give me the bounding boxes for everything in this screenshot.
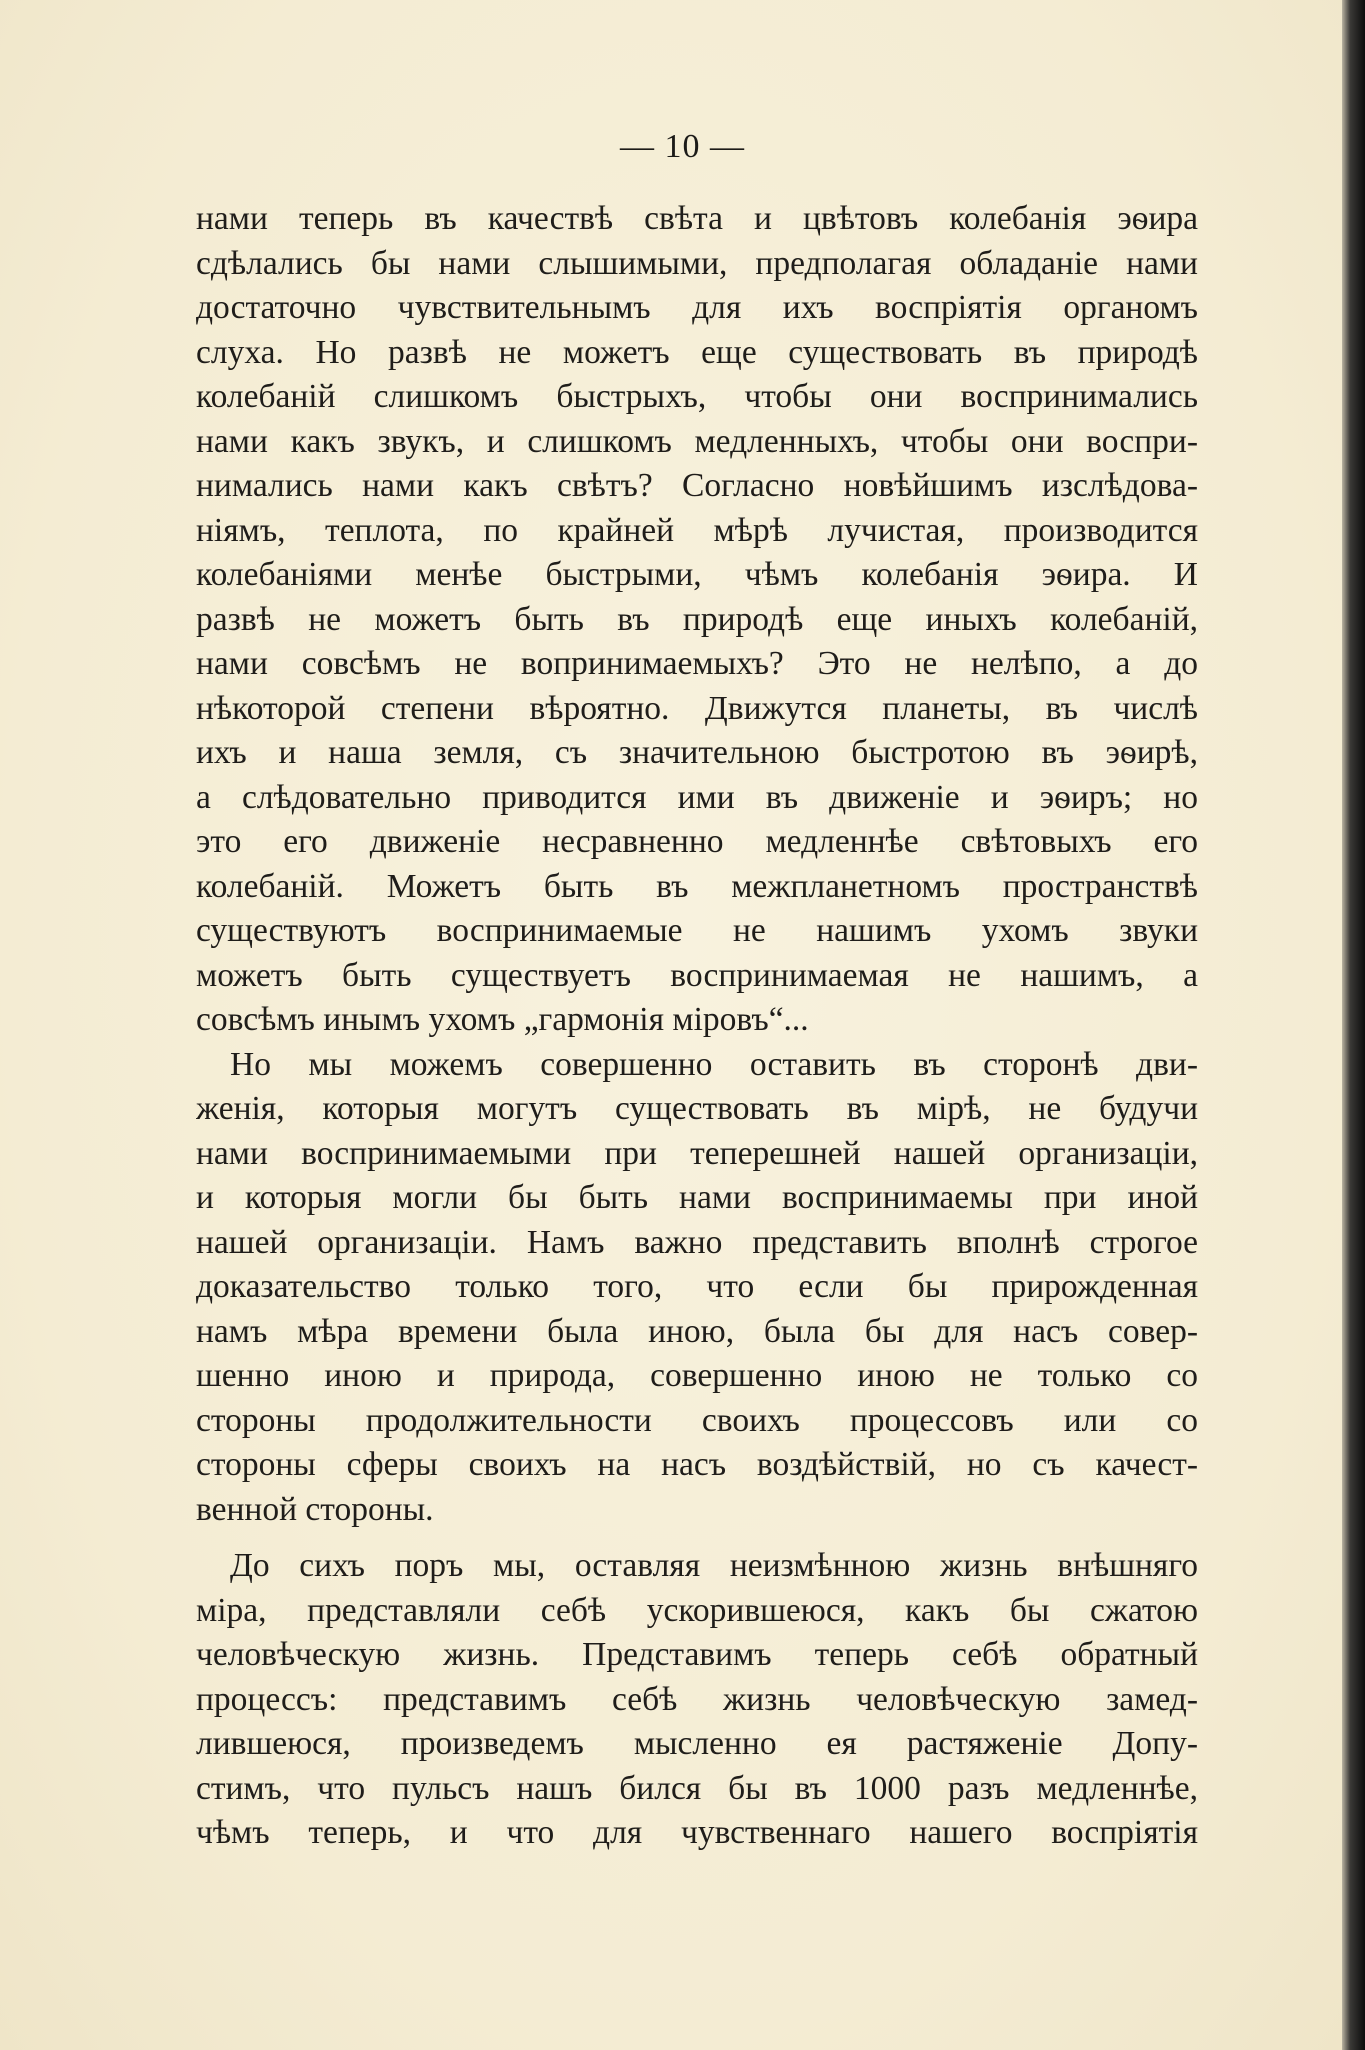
text-line: доказательство только того, что если бы прирожденная	[196, 1268, 1198, 1305]
text-line: женія, которыя могутъ существовать въ мірѣ, не будучи	[196, 1090, 1198, 1127]
text-line: существуютъ воспринимаемые не нашимъ ухомъ звуки	[196, 912, 1198, 949]
text-line: нимались нами какъ свѣтъ? Согласно новѣйшимъ изслѣдова-	[196, 467, 1198, 504]
body-text	[196, 197, 1198, 1856]
text-line: нами какъ звукъ, и слишкомъ медленныхъ, чтобы они воспри-	[196, 422, 1198, 460]
paragraph-spacer	[196, 1532, 1198, 1544]
text-line: стороны продолжительности своихъ процессовъ или со	[196, 1401, 1198, 1439]
text-line: шенно иною и природа, совершенно иною не только со	[196, 1357, 1198, 1394]
paragraph-3	[196, 1544, 1198, 1856]
text-line: колебаній. Можетъ быть въ межпланетномъ пространствѣ	[196, 867, 1198, 905]
text-line: нами совсѣмъ не вопринимаемыхъ? Это не нелѣпо, а до	[196, 645, 1198, 682]
text-line: колебаній слишкомъ быстрыхъ, чтобы они воспринимались	[196, 378, 1198, 415]
paragraph-2	[196, 1043, 1198, 1533]
text-line: міра, представляли себѣ ускорившеюся, какъ бы сжатою	[196, 1591, 1198, 1629]
paragraph-1	[196, 197, 1198, 1043]
text-line: нами воспринимаемыми при теперешней нашей организаціи,	[196, 1134, 1198, 1172]
page-number: — 10 —	[620, 128, 745, 165]
text-line: это его движеніе несравненно медленнѣе свѣтовыхъ его	[196, 823, 1198, 860]
text-line: совсѣмъ инымъ ухомъ „гармонія міровъ“...	[196, 1001, 809, 1038]
text-line: ніямъ, теплота, по крайней мѣрѣ лучистая, производится	[196, 511, 1198, 549]
text-line: развѣ не можетъ быть въ природѣ еще иныхъ колебаній,	[196, 600, 1198, 638]
text-line: а слѣдовательно приводится ими въ движеніе и эѳиръ; но	[196, 778, 1198, 816]
text-line: слуха. Но развѣ не можетъ еще существовать въ природѣ	[196, 333, 1198, 371]
text-line: Но мы можемъ совершенно оставить въ сторонѣ дви-	[230, 1045, 1198, 1083]
text-line: колебаніями менѣе быстрыми, чѣмъ колебанія эѳира. И	[196, 556, 1198, 593]
text-line: нашей организаціи. Намъ важно представить вполнѣ строгое	[196, 1223, 1198, 1261]
text-line: До сихъ поръ мы, оставляя неизмѣнною жизнь внѣшняго	[230, 1547, 1198, 1584]
text-line: ихъ и наша земля, съ значительною быстротою въ эѳирѣ,	[196, 734, 1198, 771]
text-line: и которыя могли бы быть нами воспринимаемы при иной	[196, 1179, 1198, 1216]
text-line: сдѣлались бы нами слышимыми, предполагая обладаніе нами	[196, 244, 1198, 282]
text-line: намъ мѣра времени была иною, была бы для насъ совер-	[196, 1312, 1198, 1350]
text-line: стимъ, что пульсъ нашъ бился бы въ 1000 разъ медленнѣе,	[196, 1769, 1198, 1807]
text-line: нѣкоторой степени вѣроятно. Движутся планеты, въ числѣ	[196, 689, 1198, 727]
text-line: нами теперь въ качествѣ свѣта и цвѣтовъ колебанія эѳира	[196, 200, 1198, 237]
text-line: процессъ: представимъ себѣ жизнь человѣческую замед-	[196, 1680, 1198, 1718]
text-line: достаточно чувствительнымъ для ихъ воспріятія органомъ	[196, 289, 1198, 326]
text-line: чѣмъ теперь, и что для чувственнаго нашего воспріятія	[196, 1814, 1198, 1851]
text-line: венной стороны.	[196, 1490, 434, 1528]
text-line: человѣческую жизнь. Представимъ теперь себѣ обратный	[196, 1636, 1198, 1673]
text-line: можетъ быть существуетъ воспринимаемая не нашимъ, а	[196, 956, 1198, 994]
text-line: стороны сферы своихъ на насъ воздѣйствій, но съ качест-	[196, 1446, 1198, 1483]
scan-edge-shadow	[1342, 0, 1365, 2050]
text-line: лившеюся, произведемъ мысленно ея растяженіе Допу-	[196, 1725, 1198, 1762]
